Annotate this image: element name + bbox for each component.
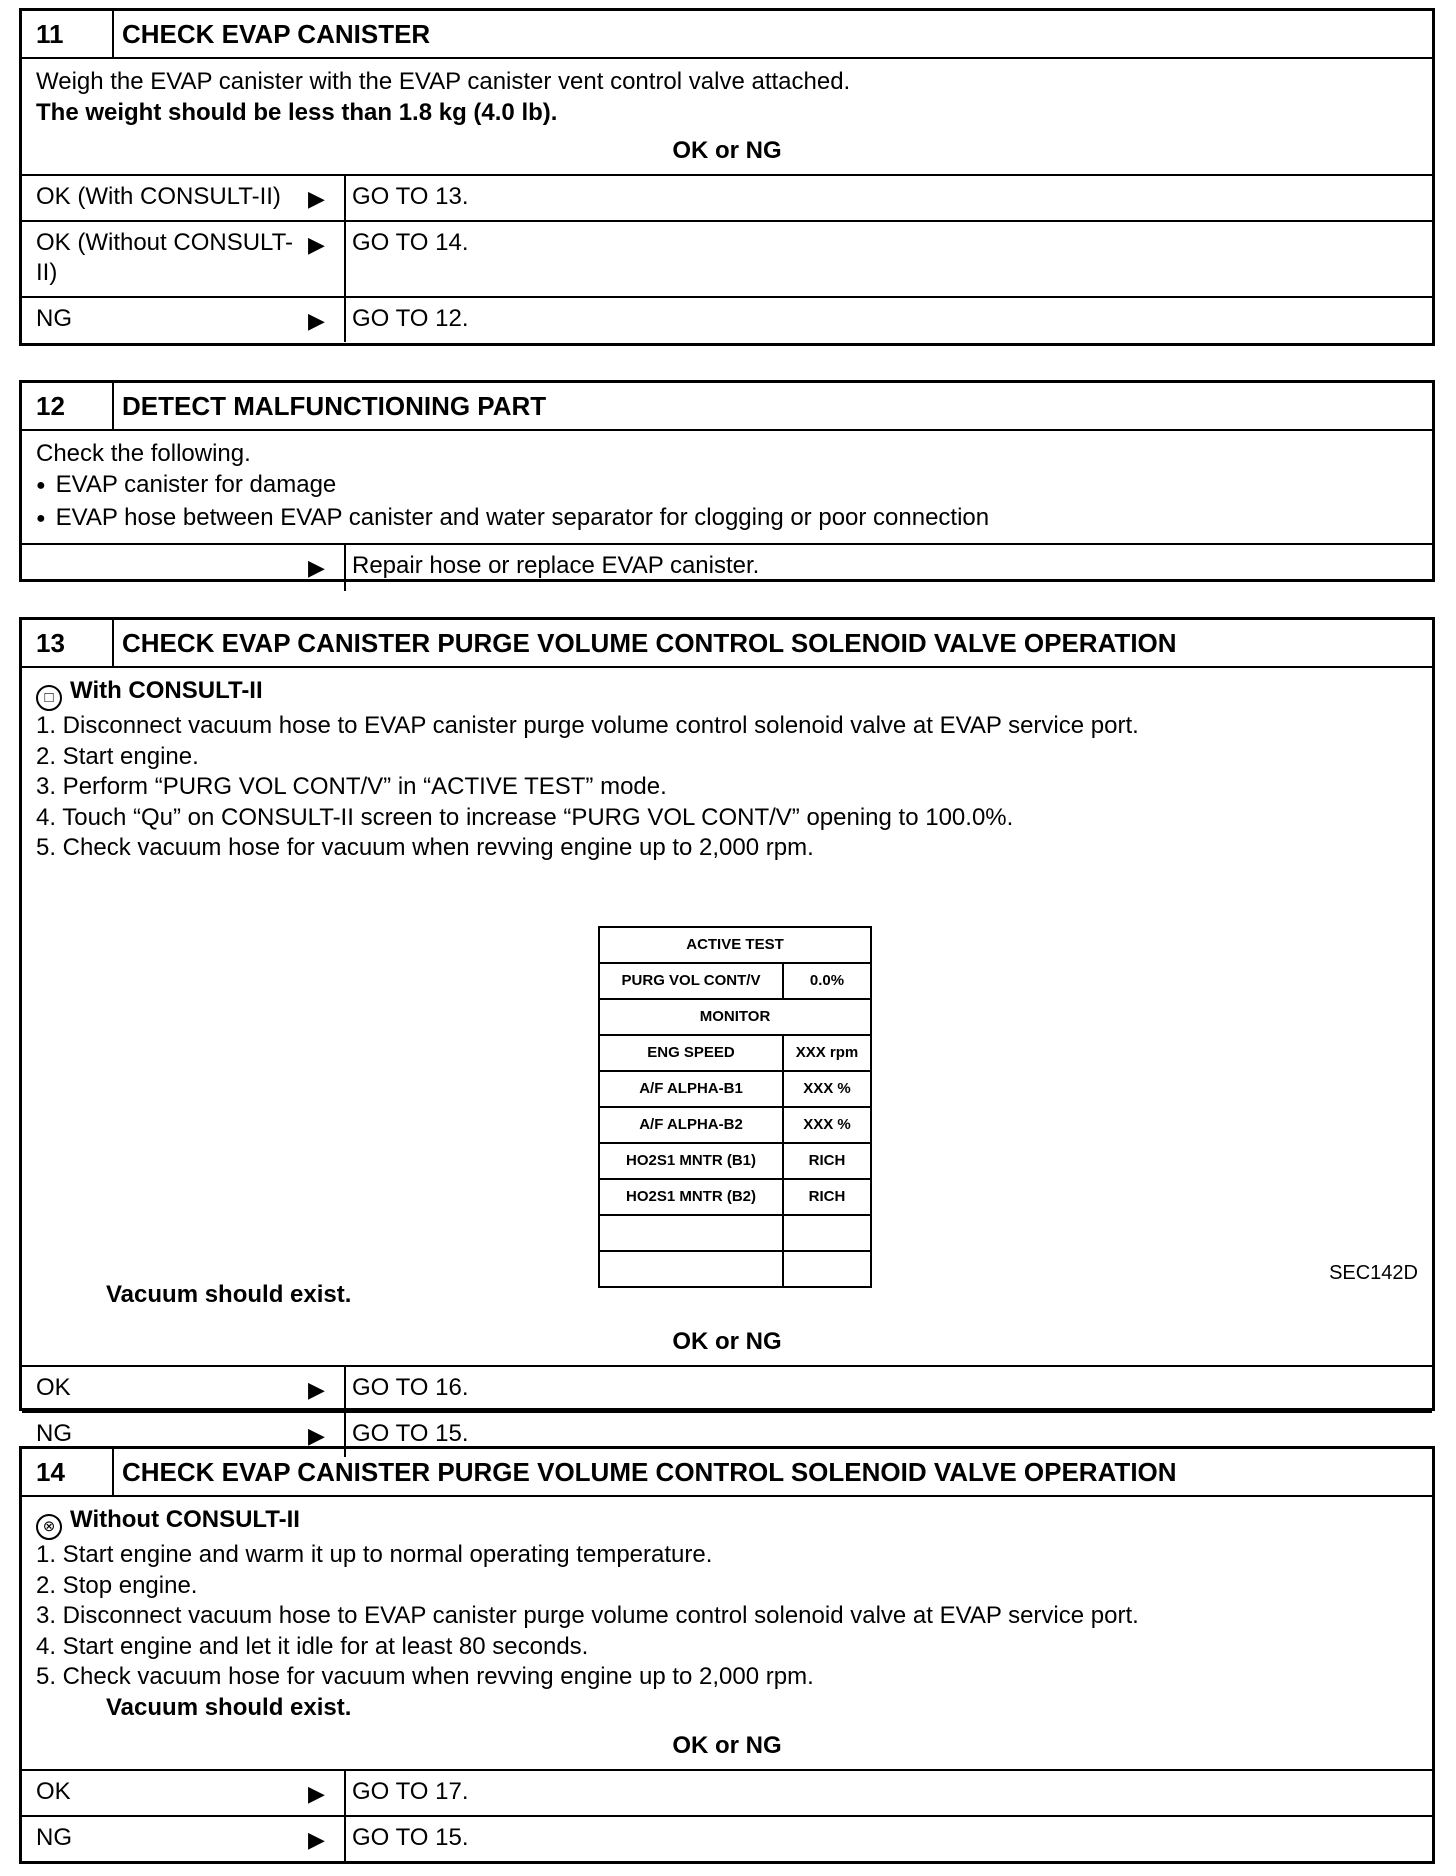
procedure-step: 5. Check vacuum hose for vacuum when revving engine up to 2,000 rpm. <box>36 1663 814 1690</box>
step-11 <box>19 8 1435 346</box>
step-header <box>22 620 1432 668</box>
result-row <box>22 220 1432 296</box>
step-number: 14 <box>22 1449 114 1495</box>
procedure-step: 4. Touch “Qu” on CONSULT-II screen to increase “PURG VOL CONT/V” opening to 100.0%. <box>36 803 1014 831</box>
step-title: CHECK EVAP CANISTER <box>122 18 431 49</box>
monitor-item <box>600 1252 784 1286</box>
monitor-value <box>784 1252 870 1286</box>
result-row <box>22 1365 1432 1411</box>
result-action: GO TO 16. <box>344 1367 1432 1411</box>
consult-icon: □ <box>36 685 62 711</box>
step-title: CHECK EVAP CANISTER PURGE VOLUME CONTROL SOLENOID VALVE OPERATION <box>122 627 1177 658</box>
arrow-right-icon: ▶ <box>308 1781 325 1806</box>
result-row <box>22 174 1432 220</box>
step-body <box>22 1497 1432 1723</box>
procedure-step: 2. Start engine. <box>36 742 199 770</box>
result-action: GO TO 13. <box>344 176 1432 220</box>
ok-or-ng-label: OK or NG <box>672 1732 782 1759</box>
result-spec: Vacuum should exist. <box>106 1281 352 1308</box>
monitor-value: RICH <box>808 1187 846 1205</box>
procedure-step: 3. Perform “PURG VOL CONT/V” in “ACTIVE TEST” mode. <box>36 773 667 800</box>
spec-text: The weight should be less than 1.8 kg (4.0 lb). <box>36 98 558 126</box>
step-14 <box>19 1446 1435 1864</box>
step-number: 12 <box>22 383 114 429</box>
result-label: NG <box>36 1420 72 1447</box>
result-spec: Vacuum should exist. <box>106 1693 352 1721</box>
result-row <box>22 1815 1432 1861</box>
procedure-step: 2. Stop engine. <box>36 1571 198 1599</box>
instruction-text: Weigh the EVAP canister with the EVAP canister vent control valve attached. <box>36 68 851 95</box>
step-number: 11 <box>22 11 114 57</box>
step-number: 13 <box>22 620 114 666</box>
instruction-text: Check the following. <box>36 440 251 467</box>
step-body <box>22 431 1432 543</box>
monitor-item: A/F ALPHA-B2 <box>600 1108 784 1142</box>
procedure-step: 1. Disconnect vacuum hose to EVAP canister purge volume control solenoid valve at EVAP service port. <box>36 712 1139 739</box>
result-label: OK <box>36 1778 71 1805</box>
result-label: OK (Without CONSULT-II) <box>36 229 293 286</box>
result-action: GO TO 14. <box>344 222 1432 296</box>
monitor-value: RICH <box>808 1151 846 1169</box>
result-label: NG <box>36 305 72 332</box>
ok-or-ng-label: OK or NG <box>672 137 782 164</box>
result-action: GO TO 15. <box>344 1817 1432 1861</box>
monitor-item: HO2S1 MNTR (B2) <box>600 1180 784 1214</box>
no-consult-icon: ⊗ <box>36 1514 62 1540</box>
step-title: CHECK EVAP CANISTER PURGE VOLUME CONTROL SOLENOID VALVE OPERATION <box>122 1456 1177 1487</box>
monitor-item <box>600 1216 784 1250</box>
step-header <box>22 1449 1432 1497</box>
test-value: 0.0% <box>809 971 845 989</box>
result-action: GO TO 15. <box>344 1413 1432 1457</box>
subtitle: □ With CONSULT-II <box>36 676 1418 711</box>
active-test-screen <box>598 926 872 1288</box>
arrow-right-icon: ▶ <box>308 1377 325 1402</box>
arrow-right-icon: ▶ <box>308 232 325 257</box>
monitor-value: XXX rpm <box>795 1043 859 1061</box>
step-body <box>22 668 1432 1308</box>
arrow-right-icon: ▶ <box>308 1827 325 1852</box>
result-action: GO TO 17. <box>344 1771 1432 1815</box>
step-header <box>22 11 1432 59</box>
step-13 <box>19 617 1435 1448</box>
result-action: Repair hose or replace EVAP canister. <box>344 545 1432 591</box>
arrow-right-icon: ▶ <box>308 1423 325 1448</box>
arrow-right-icon: ▶ <box>308 554 325 580</box>
subtitle: ⊗ Without CONSULT-II <box>36 1505 1418 1540</box>
bullet-item: ● EVAP hose between EVAP canister and water separator for clogging or poor connection <box>36 503 1418 537</box>
diagram-header: ACTIVE TEST <box>686 935 784 953</box>
procedure-step: 1. Start engine and warm it up to normal operating temperature. <box>36 1541 713 1568</box>
result-label: NG <box>36 1824 72 1851</box>
figure-code: SEC142D <box>1329 1262 1418 1284</box>
result-row <box>22 543 1432 591</box>
ok-or-ng-label: OK or NG <box>672 1328 782 1355</box>
result-label: OK (With CONSULT-II) <box>36 183 281 210</box>
step-title: DETECT MALFUNCTIONING PART <box>122 390 547 421</box>
monitor-item: A/F ALPHA-B1 <box>600 1072 784 1106</box>
monitor-value: XXX % <box>803 1079 851 1097</box>
monitor-value <box>784 1216 870 1250</box>
monitor-header: MONITOR <box>699 1007 771 1025</box>
step-body <box>22 59 1432 128</box>
monitor-item: HO2S1 MNTR (B1) <box>600 1144 784 1178</box>
result-row <box>22 1769 1432 1815</box>
bullet-item: ● EVAP canister for damage <box>36 470 1418 504</box>
arrow-right-icon: ▶ <box>308 186 325 211</box>
result-action: GO TO 12. <box>344 298 1432 342</box>
monitor-value: XXX % <box>803 1115 851 1133</box>
procedure-step: 4. Start engine and let it idle for at least 80 seconds. <box>36 1632 589 1660</box>
test-item: PURG VOL CONT/V <box>600 964 784 998</box>
procedure-step: 3. Disconnect vacuum hose to EVAP canister purge volume control solenoid valve at EVAP service port. <box>36 1602 1139 1629</box>
result-label: OK <box>36 1374 71 1401</box>
step-header <box>22 383 1432 431</box>
procedure-step: 5. Check vacuum hose for vacuum when revving engine up to 2,000 rpm. <box>36 834 814 861</box>
monitor-item: ENG SPEED <box>600 1036 784 1070</box>
result-row <box>22 296 1432 342</box>
step-12 <box>19 380 1435 582</box>
arrow-right-icon: ▶ <box>308 308 325 333</box>
